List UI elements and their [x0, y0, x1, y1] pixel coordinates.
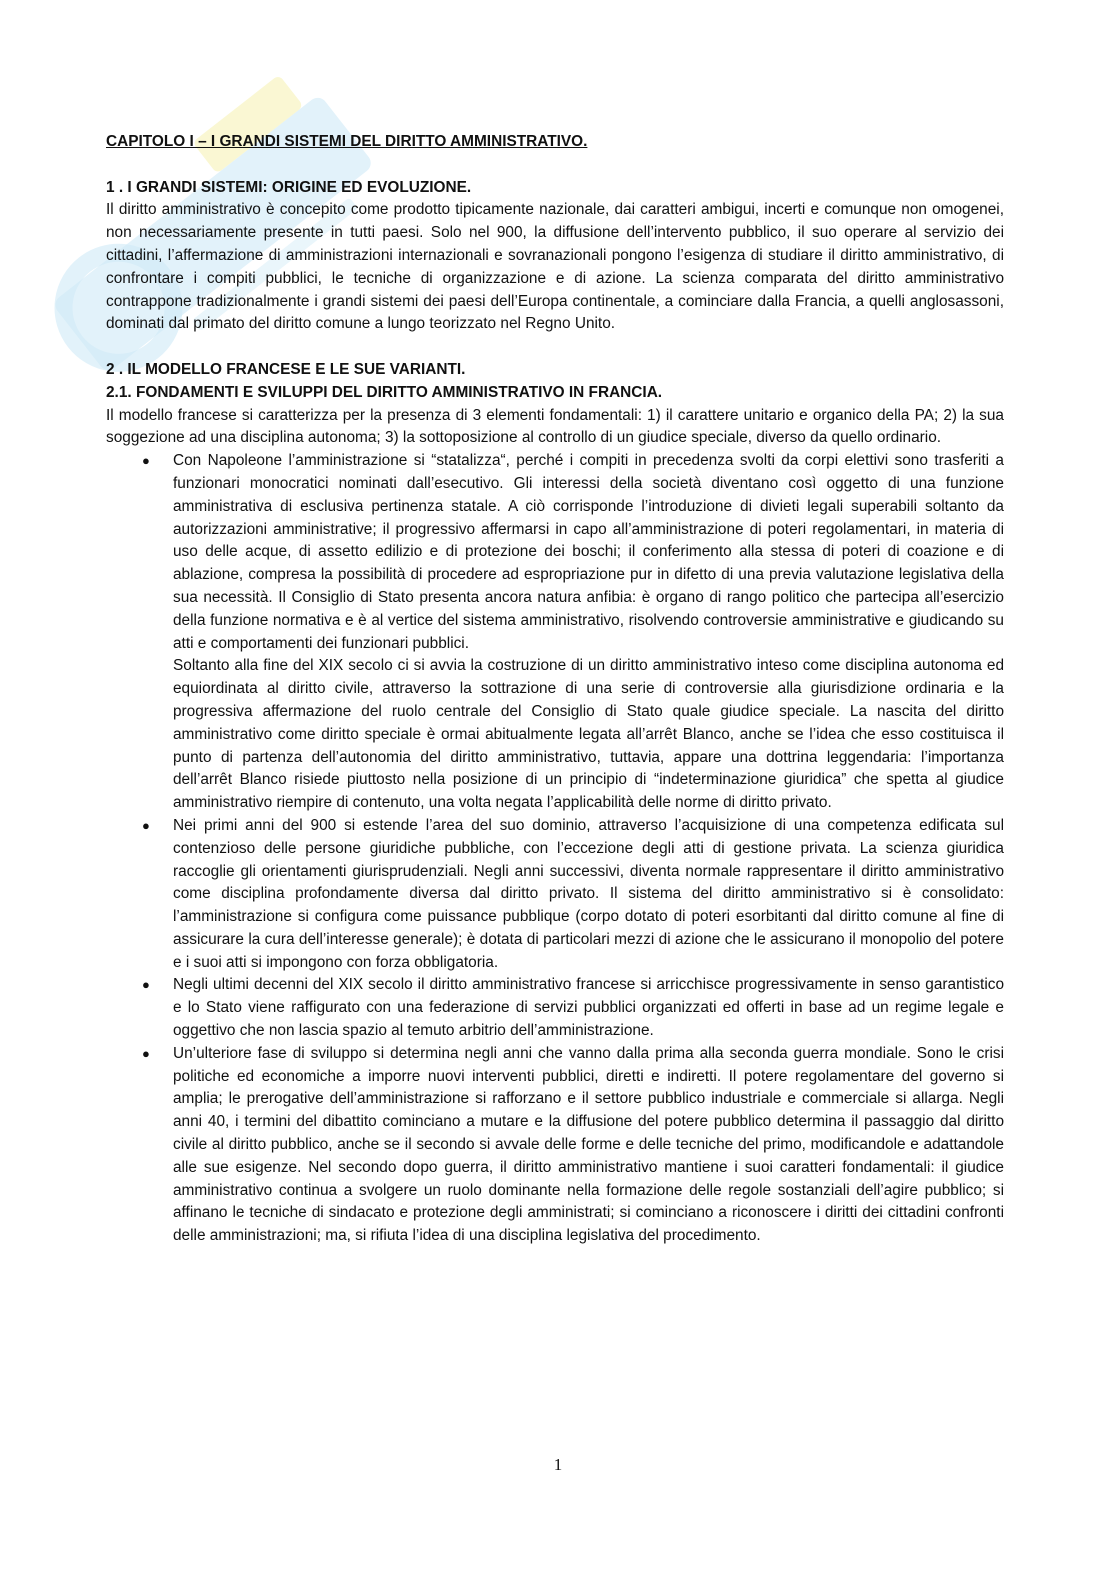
list-item-text: Negli ultimi decenni del XIX secolo il diritto amministrativo francese si arricchisce progressivamente in senso garantistico e lo Stato viene raffigurato con una federazione di servizi pubblici organizzati ed offerti in base ad un regime legale e oggettivo che non lascia spazio al temuto arbitrio dell’amministrazione. [173, 976, 1004, 1040]
bullet-list [106, 450, 1004, 1248]
section-heading-1: 1 . I GRANDI SISTEMI: ORIGINE ED EVOLUZIONE. [106, 178, 472, 196]
chapter-title: CAPITOLO I – I GRANDI SISTEMI DEL DIRITTO AMMINISTRATIVO. [106, 133, 588, 150]
list-item [142, 1043, 1004, 1248]
list-item-text: Un’ulteriore fase di sviluppo si determina negli anni che vanno dalla prima alla seconda guerra mondiale. Sono le crisi politiche ed economiche a imporre nuovi interventi pubblici, diretti e indiretti. Il potere regolamentare del governo si amplia; le prerogative dell’amministrazione si rafforzano e il settore pubblico industriale e commerciale si allarga. Negli anni 40, i termini del dibattito cominciano a mutare e la diffusione del potere pubblico determina il passaggio dal diritto civile al diritto pubblico, anche se il secondo si avvale delle forme e delle tecniche del primo, modificandole e adattandole alle sue esigenze. Nel secondo dopo guerra, il diritto amministrativo mantiene i suoi caratteri fondamentali: il giudice amministrativo continua a svolgere un ruolo dominante nella formazione delle regole sostanziali dell’agire pubblico; si affinano le tecniche di sindacato e protezione degli amministrati; si cominciano a riconoscere i diritti dei cittadini confronti delle amministrazioni; ma, si rifiuta l’idea di una disciplina legislativa del procedimento. [173, 1044, 1004, 1245]
list-item-continuation: Soltanto alla fine del XIX secolo ci si avvia la costruzione di un diritto amministrativo inteso come disciplina autonoma ed equiordinata al diritto civile, attraverso la sottrazione di una serie di controversie alla giurisdizione ordinaria e la progressiva affermazione del ruolo centrale del Consiglio di Stato quale giudice speciale. La nascita del diritto amministrativo come diritto speciale è ormai abitualmente legata all’arrêt Blanco, anche se l’idea che esso costituisca il punto di partenza dell’autonomia del diritto amministrativo, tuttavia, appare una dottrina leggendaria: l’importanza dell’arrêt Blanco risiede piuttosto nella posizione di un principio di “indeterminazione giuridica” che spetta al giudice amministrativo riempire di contenuto, una volta negata l’applicabilità delle norme di diritto privato. [173, 657, 1004, 812]
section-heading-2: 2 . IL MODELLO FRANCESE E LE SUE VARIANTI. [106, 360, 466, 378]
document-page [106, 131, 1004, 1248]
bullet-icon: ● [142, 817, 150, 833]
bullet-icon: ● [142, 1045, 150, 1061]
list-item [142, 815, 1004, 975]
list-item-text: Con Napoleone l’amministrazione si “statalizza“, perché i compiti in precedenza svolti da corpi elettivi sono trasferiti a funzionari monocratici nominati dall’esecutivo. Gli interessi della società diventano così oggetto di una funzione amministrativa di esclusiva pertinenza statale. A ciò corrisponde l’introduzione di divieti legali superabili soltanto da autorizzazioni amministrative; il progressivo affermarsi in capo all’amministrazione di poteri regolamentari, in materia di uso delle acque, di assetto edilizio e di protezione dei boschi; il conferimento alla stessa di poteri di coazione e di ablazione, compresa la possibilità di procedere ad espropriazione pur in difetto di una previa valutazione legislativa della sua necessità. Il Consiglio di Stato presenta ancora natura anfibia: è organo di rango politico che partecipa all’esercizio della funzione normativa e è al vertice del sistema amministrativo, risolvendo controversie amministrative e giudicando su atti e comportamenti dei funzionari pubblici. [173, 452, 1004, 652]
bullet-icon: ● [142, 453, 150, 469]
list-item-text: Nei primi anni del 900 si estende l’area del suo dominio, attraverso l’acquisizione di una competenza edificata sul contenzioso delle persone giuridiche pubbliche, con l’eccezione degli atti di gestione privata. La scienza giuridica raccoglie gli orientamenti giurisprudenziali. Negli anni successivi, diventa normale rappresentare il diritto amministrativo come disciplina profondamente diversa dal diritto privato. Il sistema del diritto amministrativo si è consolidato: l’amministrazione si configura come puissance pubblique (corpo dotato di poteri esorbitanti dal diritto comune al fine di assicurare la cura dell’interesse generale); è dotata di particolari mezzi di azione che le assicurano il monopolio del potere e i suoi atti si impongono con forza obbligatoria. [173, 816, 1004, 971]
subsection-heading-2-1: 2.1. FONDAMENTI E SVILUPPI DEL DIRITTO AMMINISTRATIVO IN FRANCIA. [106, 383, 663, 401]
page-number: 1 [553, 1455, 563, 1474]
bullet-icon: ● [142, 977, 150, 993]
section-1-paragraph: Il diritto amministrativo è concepito come prodotto tipicamente nazionale, dai caratteri ambigui, incerti e comunque non omogenei, non necessariamente presente in tutti paesi. Solo nel 900, la diffusione dell’intervento pubblico, il suo operare al servizio dei cittadini, l’affermazione di amministrazioni internazionali e sovranazionali pongono l’esigenza di studiare il diritto amministrativo, di confrontare i compiti pubblici, le tecniche di organizzazione e di azione. La scienza comparata del diritto amministrativo contrappone tradizionalmente i grandi sistemi dei paesi dell’Europa continentale, a cominciare dalla Francia, a quelli anglosassoni, dominati dal primato del diritto comune a lungo teorizzato nel Regno Unito. [106, 201, 1004, 333]
list-item [142, 974, 1004, 1042]
list-item [142, 450, 1004, 815]
section-2-intro: Il modello francese si caratterizza per la presenza di 3 elementi fondamentali: 1) il carattere unitario e organico della PA; 2) la sua soggezione ad una disciplina autonoma; 3) la sottoposizione al controllo di un giudice speciale, diverso da quello ordinario. [106, 406, 1004, 447]
